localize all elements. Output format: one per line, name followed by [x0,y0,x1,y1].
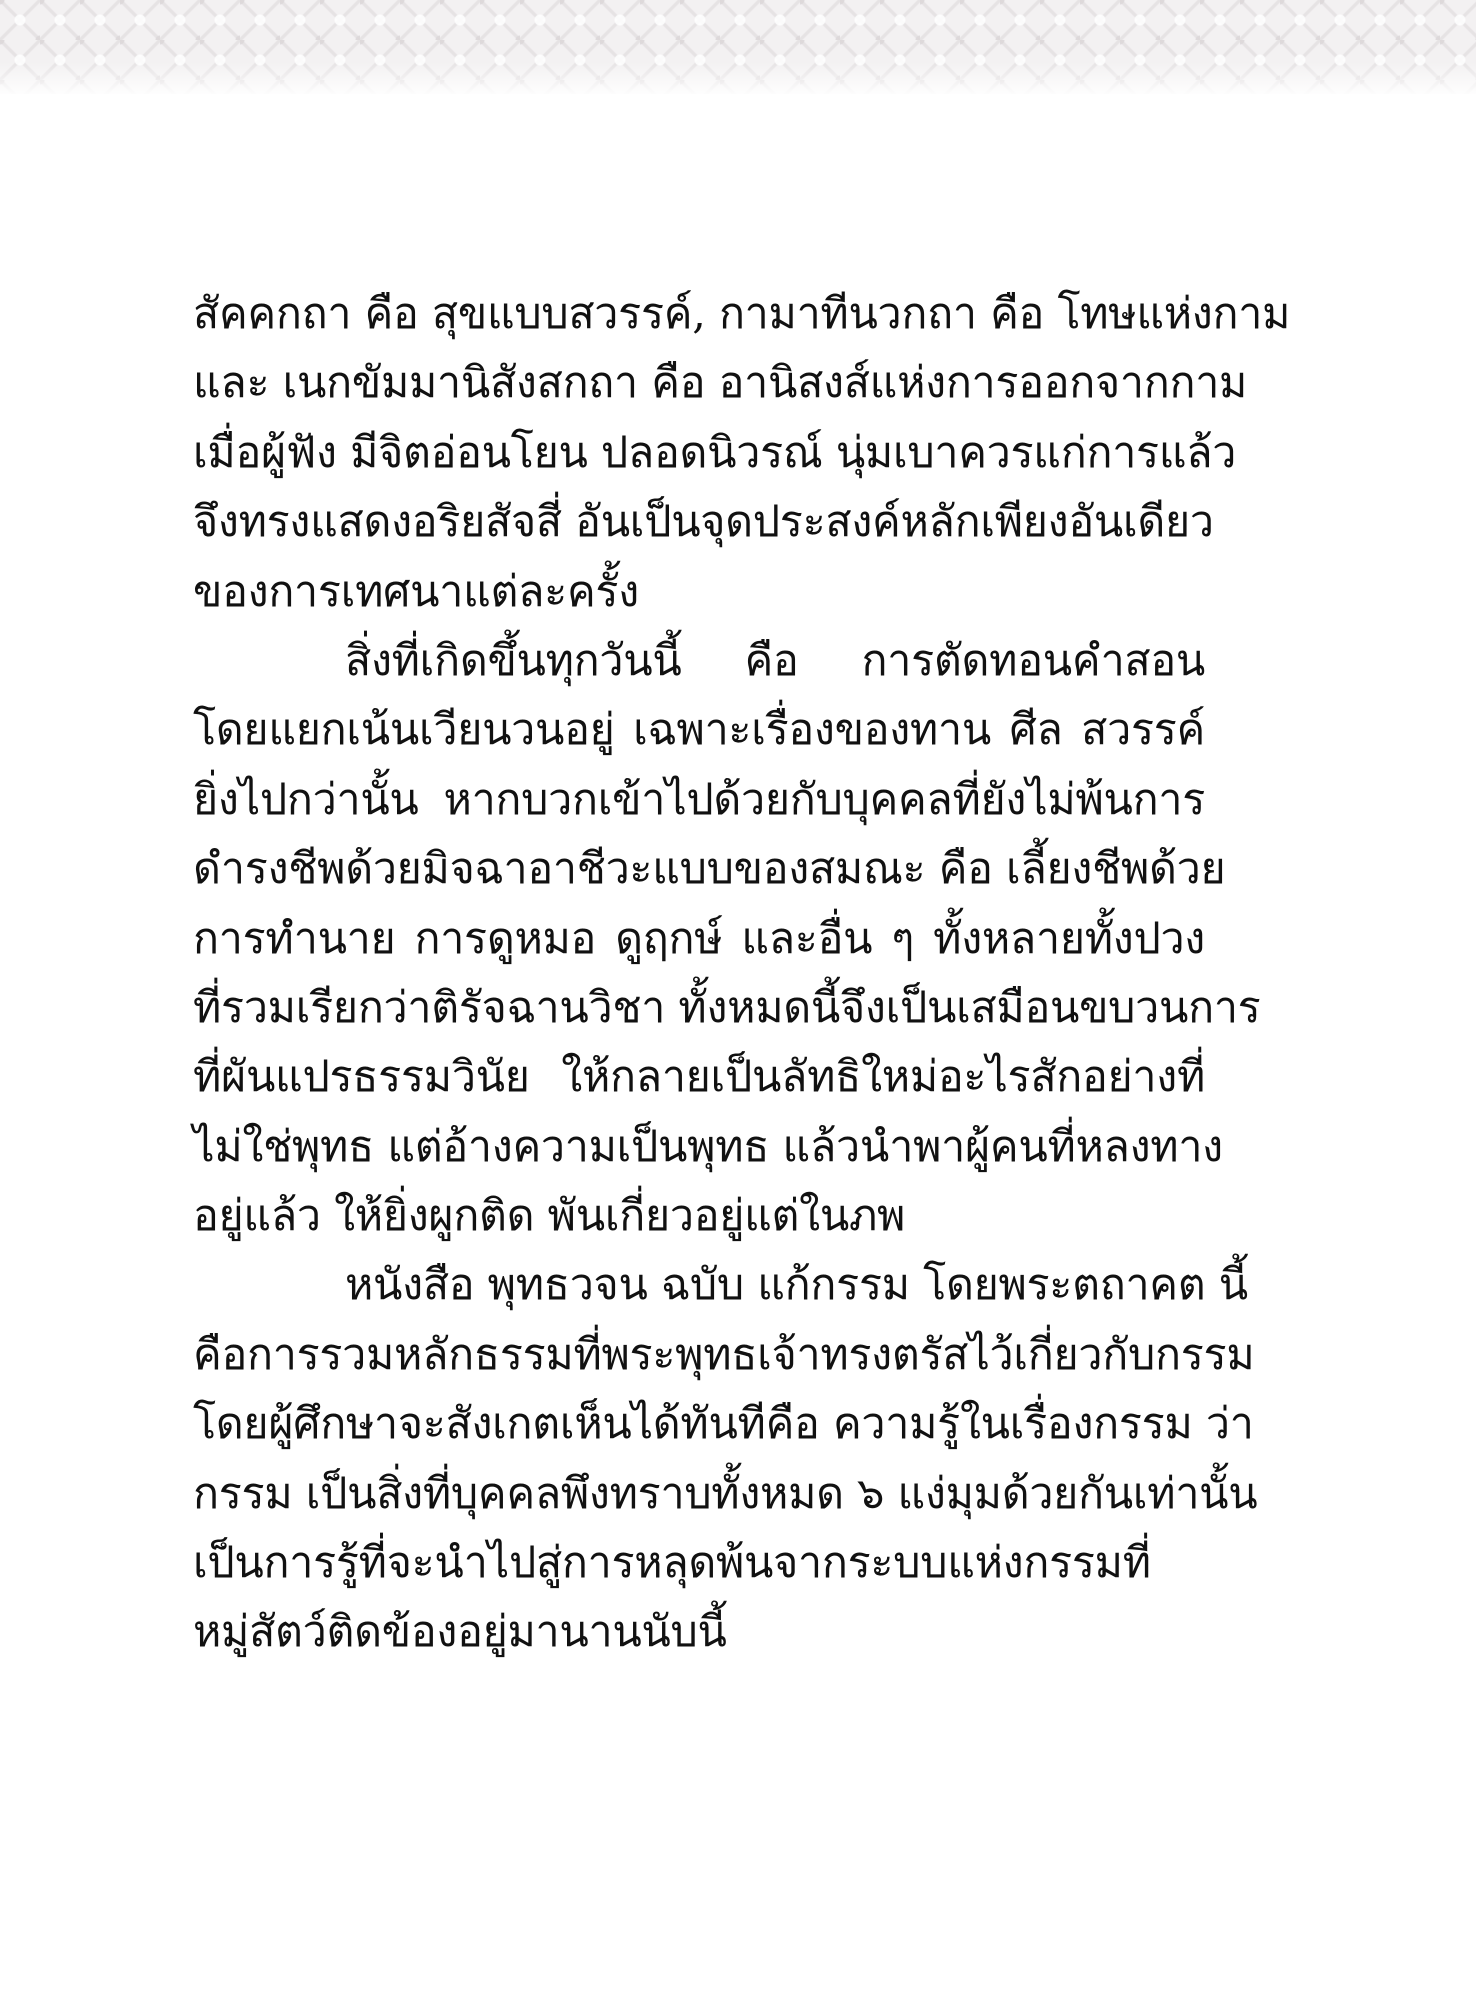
text-line: สิ่งที่เกิดขึ้นทุกวันนี้ คือ การตัดทอนคำสอน [345,635,1205,686]
text-line: เมื่อผู้ฟัง มีจิตอ่อนโยน ปลอดนิวรณ์ นุ่มเบาควรแก่การแล้ว [193,427,1237,478]
text-line: โดยแยกเน้นเวียนวนอยู่ เฉพาะเรื่องของทาน ศีล สวรรค์ [193,705,1205,756]
text-line: ยิ่งไปกว่านั้น หากบวกเข้าไปด้วยกับบุคคลที่ยังไม่พ้นการ [193,774,1205,825]
pattern-fade [0,62,1476,94]
text-line: และ เนกขัมมานิสังสกถา คือ อานิสงส์แห่งการออกจากกาม [193,358,1248,409]
body-text [193,280,1291,1668]
text-line: จึงทรงแสดงอริยสัจสี่ อันเป็นจุดประสงค์หลักเพียงอันเดียว [193,497,1214,548]
text-line: หมู่สัตว์ติดข้องอยู่มานานนับนี้ [193,1607,727,1658]
text-line: กรรม เป็นสิ่งที่บุคคลพึงทราบทั้งหมด ๖ แง่มุมด้วยกันเท่านั้น [193,1468,1258,1519]
text-line: การทำนาย การดูหมอ ดูฤกษ์ และอื่น ๆ ทั้งหลายทั้งปวง [193,913,1205,964]
text-line: โดยผู้ศึกษาจะสังเกตเห็นได้ทันทีคือ ความรู้ในเรื่องกรรม ว่า [193,1399,1254,1450]
text-line: ที่ผันแปรธรรมวินัย ให้กลายเป็นลัทธิใหม่อะไรสักอย่างที่ [193,1052,1205,1103]
text-line: ไม่ใช่พุทธ แต่อ้างความเป็นพุทธ แล้วนำพาผู้คนที่หลงทาง [193,1121,1223,1172]
text-line: อยู่แล้ว ให้ยิ่งผูกติด พันเกี่ยวอยู่แต่ในภพ [193,1191,906,1242]
text-line: เป็นการรู้ที่จะนำไปสู่การหลุดพ้นจากระบบแห่งกรรมที่ [193,1538,1151,1589]
text-line: ที่รวมเรียกว่าติรัจฉานวิชา ทั้งหมดนี้จึงเป็นเสมือนขบวนการ [193,982,1261,1033]
text-line: หนังสือ พุทธวจน ฉบับ แก้กรรม โดยพระตถาคต นี้ [345,1260,1248,1311]
text-line: ของการเทศนาแต่ละครั้ง [193,566,639,617]
text-line: คือการรวมหลักธรรมที่พระพุทธเจ้าทรงตรัสไว้เกี่ยวกับกรรม [193,1329,1255,1380]
text-line: สัคคกถา คือ สุขแบบสวรรค์, กามาทีนวกถา คือ โทษแห่งกาม [193,289,1291,339]
text-line: ดำรงชีพด้วยมิจฉาอาชีวะแบบของสมณะ คือ เลี้ยงชีพด้วย [193,844,1226,895]
